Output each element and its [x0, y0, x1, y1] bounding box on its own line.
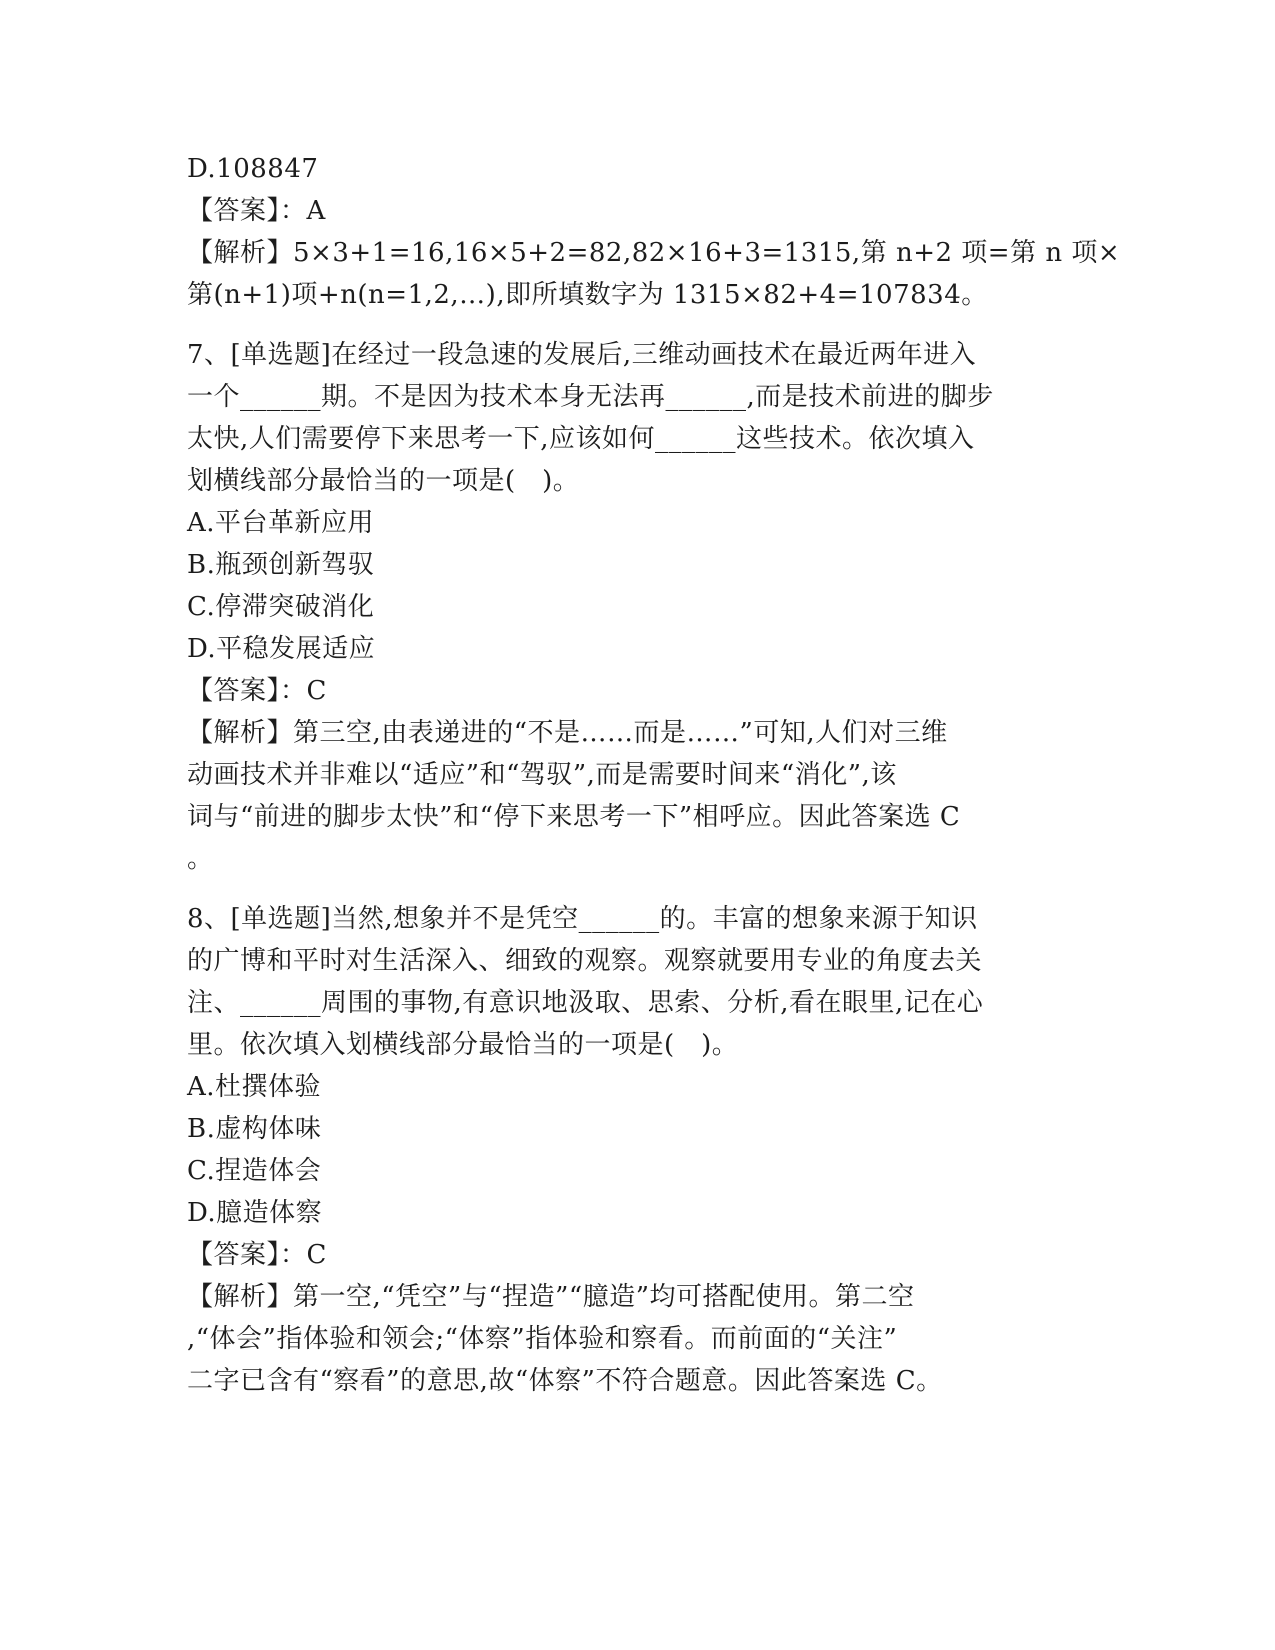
q7-stem-line: 太快,人们需要停下来思考一下,应该如何______这些技术。依次填入: [187, 424, 975, 454]
q7-option-c: C.停滞突破消化: [187, 592, 375, 622]
q7-stem-line: 一个______期。不是因为技术本身无法再______,而是技术前进的脚步: [187, 382, 994, 412]
q8-analysis-line: 【解析】第一空,“凭空”与“捏造”“臆造”均可搭配使用。第二空: [187, 1282, 915, 1312]
prev-answer: 【答案】：A: [187, 196, 326, 226]
q7-analysis-line: 。: [187, 844, 214, 874]
q8-analysis-line: ,“体会”指体验和领会;“体察”指体验和察看。而前面的“关注”: [187, 1324, 898, 1354]
q7-stem-line: 7、[单选题]在经过一段急速的发展后,三维动画技术在最近两年进入: [187, 340, 977, 370]
prev-option-d: D.108847: [187, 154, 319, 184]
page-content: [187, 148, 1121, 1402]
prev-analysis-line: 第(n+1)项+n(n=1,2,…),即所填数字为 1315×82+4=107834。: [187, 280, 988, 310]
q8-answer: 【答案】：C: [187, 1240, 327, 1270]
q8-option-b: B.虚构体味: [187, 1114, 322, 1144]
q7-stem-line: 划横线部分最恰当的一项是( )。: [187, 466, 580, 496]
q7-answer: 【答案】：C: [187, 676, 327, 706]
q8-stem-line: 里。依次填入划横线部分最恰当的一项是( )。: [187, 1030, 739, 1060]
q7-option-d: D.平稳发展适应: [187, 634, 376, 664]
q8-option-a: A.杜撰体验: [187, 1072, 322, 1102]
q8-stem-line: 的广博和平时对生活深入、细致的观察。观察就要用专业的角度去关: [187, 946, 983, 976]
q8-stem-line: 注、______周围的事物,有意识地汲取、思索、分析,看在眼里,记在心: [187, 988, 984, 1018]
q7-option-a: A.平台革新应用: [187, 508, 375, 538]
prev-analysis-line: 【解析】5×3+1=16,16×5+2=82,82×16+3=1315,第 n+2 项=第 n 项×: [187, 238, 1121, 268]
q8-option-d: D.臆造体察: [187, 1198, 323, 1228]
q7-analysis-line: 动画技术并非难以“适应”和“驾驭”,而是需要时间来“消化”,该: [187, 760, 897, 790]
q8-option-c: C.捏造体会: [187, 1156, 322, 1186]
q8-stem-line: 8、[单选题]当然,想象并不是凭空______的。丰富的想象来源于知识: [187, 904, 978, 934]
q8-analysis-line: 二字已含有“察看”的意思,故“体察”不符合题意。因此答案选 C。: [187, 1366, 943, 1396]
q7-analysis-line: 词与“前进的脚步太快”和“停下来思考一下”相呼应。因此答案选 C: [187, 802, 961, 832]
q7-analysis-line: 【解析】第三空,由表递进的“不是……而是……”可知,人们对三维: [187, 718, 948, 748]
q7-option-b: B.瓶颈创新驾驭: [187, 550, 375, 580]
